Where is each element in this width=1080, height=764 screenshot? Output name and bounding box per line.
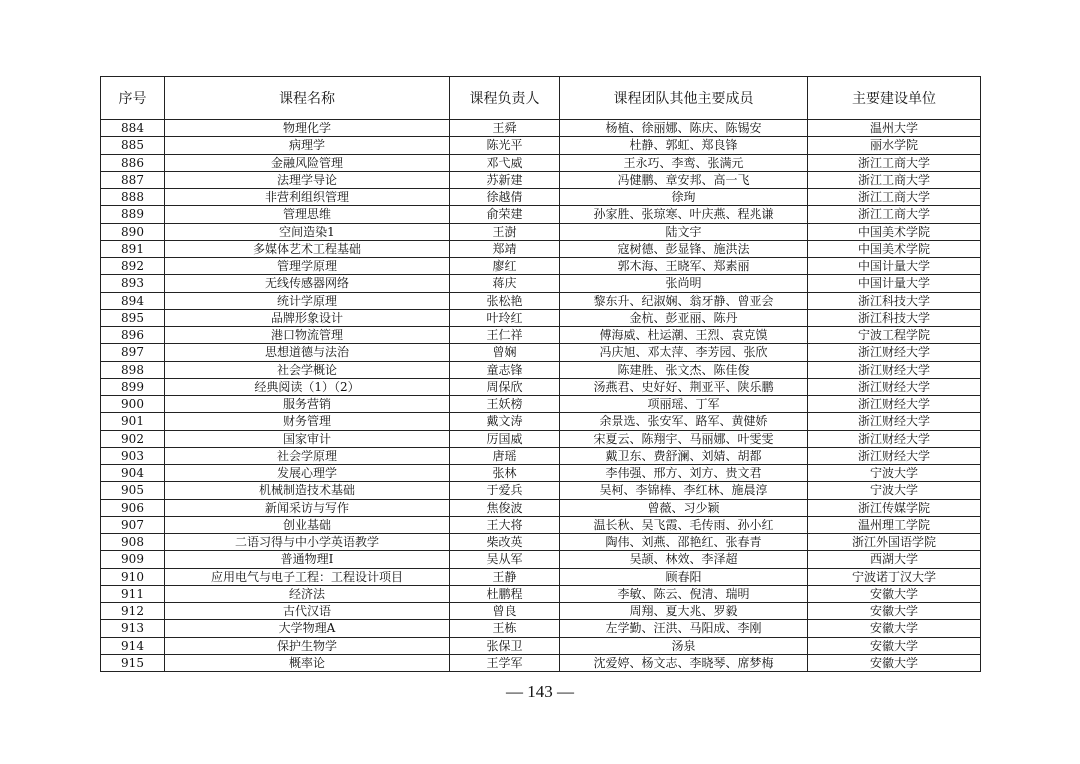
course-name: 新闻采访与写作 xyxy=(165,499,450,516)
table-row xyxy=(101,447,981,464)
course-name: 非营利组织管理 xyxy=(165,189,450,206)
table-row xyxy=(101,361,981,378)
team-members: 陈建胜、张文杰、陈佳俊 xyxy=(560,361,808,378)
row-index: 894 xyxy=(101,292,165,309)
course-lead: 郑靖 xyxy=(450,240,560,257)
course-lead: 王栋 xyxy=(450,620,560,637)
header-course-lead: 课程负责人 xyxy=(450,77,560,120)
row-index: 886 xyxy=(101,154,165,171)
course-name: 物理化学 xyxy=(165,120,450,137)
course-name: 服务营销 xyxy=(165,396,450,413)
institution: 浙江财经大学 xyxy=(808,447,981,464)
table-row xyxy=(101,430,981,447)
team-members: 陆文宇 xyxy=(560,223,808,240)
team-members: 项丽瑶、丁军 xyxy=(560,396,808,413)
team-members: 吴颉、林效、李泽超 xyxy=(560,551,808,568)
row-index: 896 xyxy=(101,327,165,344)
institution: 浙江工商大学 xyxy=(808,154,981,171)
table-row xyxy=(101,292,981,309)
course-name: 保护生物学 xyxy=(165,637,450,654)
course-name: 社会学原理 xyxy=(165,447,450,464)
course-lead: 蒋庆 xyxy=(450,275,560,292)
table-row xyxy=(101,223,981,240)
course-lead: 童志锋 xyxy=(450,361,560,378)
table-row xyxy=(101,206,981,223)
table-body xyxy=(101,120,981,672)
course-name: 思想道德与法治 xyxy=(165,344,450,361)
institution: 中国计量大学 xyxy=(808,275,981,292)
row-index: 903 xyxy=(101,447,165,464)
course-lead: 张林 xyxy=(450,465,560,482)
team-members: 陶伟、刘燕、邵艳红、张春青 xyxy=(560,534,808,551)
team-members: 郭木海、王晓军、郑素丽 xyxy=(560,258,808,275)
course-lead: 曾良 xyxy=(450,603,560,620)
team-members: 王永巧、李鸾、张满元 xyxy=(560,154,808,171)
course-name: 概率论 xyxy=(165,654,450,671)
institution: 中国美术学院 xyxy=(808,240,981,257)
course-lead: 厉国威 xyxy=(450,430,560,447)
course-name: 社会学概论 xyxy=(165,361,450,378)
row-index: 890 xyxy=(101,223,165,240)
table-row xyxy=(101,189,981,206)
course-lead: 曾娴 xyxy=(450,344,560,361)
row-index: 905 xyxy=(101,482,165,499)
table-row xyxy=(101,137,981,154)
course-lead: 张松艳 xyxy=(450,292,560,309)
course-lead: 廖红 xyxy=(450,258,560,275)
course-name: 管理思维 xyxy=(165,206,450,223)
course-name: 品牌形象设计 xyxy=(165,309,450,326)
course-lead: 王妖榜 xyxy=(450,396,560,413)
row-index: 884 xyxy=(101,120,165,137)
row-index: 911 xyxy=(101,585,165,602)
course-lead: 俞荣建 xyxy=(450,206,560,223)
course-name: 空间造染1 xyxy=(165,223,450,240)
row-index: 915 xyxy=(101,654,165,671)
course-name: 统计学原理 xyxy=(165,292,450,309)
team-members: 曾薇、习少颖 xyxy=(560,499,808,516)
institution: 浙江财经大学 xyxy=(808,396,981,413)
course-lead: 周保欣 xyxy=(450,378,560,395)
row-index: 907 xyxy=(101,516,165,533)
row-index: 904 xyxy=(101,465,165,482)
table-header-row xyxy=(101,77,981,120)
table-row xyxy=(101,344,981,361)
institution: 浙江财经大学 xyxy=(808,378,981,395)
institution: 安徽大学 xyxy=(808,654,981,671)
course-name: 无线传感器网络 xyxy=(165,275,450,292)
team-members: 汤泉 xyxy=(560,637,808,654)
institution: 温州大学 xyxy=(808,120,981,137)
institution: 温州理工学院 xyxy=(808,516,981,533)
team-members: 杜静、郭虹、郑良锋 xyxy=(560,137,808,154)
course-name: 管理学原理 xyxy=(165,258,450,275)
row-index: 888 xyxy=(101,189,165,206)
row-index: 897 xyxy=(101,344,165,361)
row-index: 891 xyxy=(101,240,165,257)
course-lead: 焦俊波 xyxy=(450,499,560,516)
institution: 浙江传媒学院 xyxy=(808,499,981,516)
team-members: 左学勤、汪洪、马阳成、李刚 xyxy=(560,620,808,637)
row-index: 898 xyxy=(101,361,165,378)
table-row xyxy=(101,620,981,637)
row-index: 887 xyxy=(101,171,165,188)
course-lead: 陈光平 xyxy=(450,137,560,154)
table-row xyxy=(101,499,981,516)
table-row xyxy=(101,516,981,533)
institution: 中国计量大学 xyxy=(808,258,981,275)
institution: 宁波大学 xyxy=(808,482,981,499)
team-members: 温长秋、吴飞霞、毛传雨、孙小红 xyxy=(560,516,808,533)
team-members: 汤燕君、史好好、荆亚平、陕乐鹏 xyxy=(560,378,808,395)
course-name: 港口物流管理 xyxy=(165,327,450,344)
table-row xyxy=(101,654,981,671)
course-lead: 王静 xyxy=(450,568,560,585)
table-row xyxy=(101,171,981,188)
table-row xyxy=(101,413,981,430)
row-index: 913 xyxy=(101,620,165,637)
course-name: 创业基础 xyxy=(165,516,450,533)
institution: 安徽大学 xyxy=(808,585,981,602)
table-row xyxy=(101,568,981,585)
row-index: 893 xyxy=(101,275,165,292)
table-row xyxy=(101,465,981,482)
row-index: 895 xyxy=(101,309,165,326)
row-index: 899 xyxy=(101,378,165,395)
course-lead: 叶玲红 xyxy=(450,309,560,326)
row-index: 909 xyxy=(101,551,165,568)
table-row xyxy=(101,275,981,292)
course-name: 病理学 xyxy=(165,137,450,154)
table-row xyxy=(101,551,981,568)
course-lead: 徐越倩 xyxy=(450,189,560,206)
team-members: 李伟强、邢方、刘方、贵文君 xyxy=(560,465,808,482)
row-index: 908 xyxy=(101,534,165,551)
team-members: 孙家胜、张琼寒、叶庆燕、程兆谦 xyxy=(560,206,808,223)
team-members: 李敏、陈云、倪清、瑞明 xyxy=(560,585,808,602)
institution: 丽水学院 xyxy=(808,137,981,154)
course-lead: 王澍 xyxy=(450,223,560,240)
header-institution: 主要建设单位 xyxy=(808,77,981,120)
table-row xyxy=(101,482,981,499)
course-lead: 张保卫 xyxy=(450,637,560,654)
institution: 浙江科技大学 xyxy=(808,309,981,326)
team-members: 冯健鹏、章安邦、高一飞 xyxy=(560,171,808,188)
course-name: 经济法 xyxy=(165,585,450,602)
table-row xyxy=(101,603,981,620)
header-course-name: 课程名称 xyxy=(165,77,450,120)
table-row xyxy=(101,309,981,326)
course-lead: 杜鹏程 xyxy=(450,585,560,602)
team-members: 张尚明 xyxy=(560,275,808,292)
institution: 浙江工商大学 xyxy=(808,206,981,223)
team-members: 冯庆旭、邓太萍、李芳园、张欣 xyxy=(560,344,808,361)
header-team-members: 课程团队其他主要成员 xyxy=(560,77,808,120)
team-members: 杨植、徐丽娜、陈庆、陈锡安 xyxy=(560,120,808,137)
team-members: 黎东升、纪淑娴、翁牙静、曾亚会 xyxy=(560,292,808,309)
course-lead: 柴改英 xyxy=(450,534,560,551)
institution: 西湖大学 xyxy=(808,551,981,568)
team-members: 沈爱婷、杨文志、李晓琴、席梦梅 xyxy=(560,654,808,671)
course-name: 财务管理 xyxy=(165,413,450,430)
row-index: 900 xyxy=(101,396,165,413)
table-row xyxy=(101,396,981,413)
row-index: 914 xyxy=(101,637,165,654)
header-index: 序号 xyxy=(101,77,165,120)
course-lead: 邓弋威 xyxy=(450,154,560,171)
team-members: 金杭、彭亚丽、陈丹 xyxy=(560,309,808,326)
table-row xyxy=(101,154,981,171)
row-index: 889 xyxy=(101,206,165,223)
table-row xyxy=(101,378,981,395)
course-lead: 王舜 xyxy=(450,120,560,137)
course-name: 多媒体艺术工程基础 xyxy=(165,240,450,257)
course-lead: 王仁祥 xyxy=(450,327,560,344)
team-members: 戴卫东、费舒澜、刘婧、胡都 xyxy=(560,447,808,464)
institution: 宁波诺丁汉大学 xyxy=(808,568,981,585)
institution: 浙江外国语学院 xyxy=(808,534,981,551)
row-index: 910 xyxy=(101,568,165,585)
institution: 安徽大学 xyxy=(808,620,981,637)
course-lead: 苏新建 xyxy=(450,171,560,188)
team-members: 余景选、张安军、路军、黄健娇 xyxy=(560,413,808,430)
table-row xyxy=(101,240,981,257)
team-members: 傅海威、杜运潮、王烈、袁克馍 xyxy=(560,327,808,344)
course-name: 金融风险管理 xyxy=(165,154,450,171)
table-row xyxy=(101,327,981,344)
row-index: 902 xyxy=(101,430,165,447)
row-index: 912 xyxy=(101,603,165,620)
institution: 浙江工商大学 xyxy=(808,171,981,188)
course-lead: 戴文涛 xyxy=(450,413,560,430)
institution: 安徽大学 xyxy=(808,637,981,654)
team-members: 徐珣 xyxy=(560,189,808,206)
course-name: 法理学导论 xyxy=(165,171,450,188)
row-index: 885 xyxy=(101,137,165,154)
institution: 浙江财经大学 xyxy=(808,344,981,361)
course-name: 二语习得与中小学英语教学 xyxy=(165,534,450,551)
team-members: 顾春阳 xyxy=(560,568,808,585)
course-lead: 王大将 xyxy=(450,516,560,533)
course-name: 国家审计 xyxy=(165,430,450,447)
course-lead: 唐瑶 xyxy=(450,447,560,464)
institution: 浙江财经大学 xyxy=(808,413,981,430)
institution: 宁波大学 xyxy=(808,465,981,482)
table-row xyxy=(101,637,981,654)
course-name: 古代汉语 xyxy=(165,603,450,620)
institution: 浙江财经大学 xyxy=(808,430,981,447)
institution: 浙江财经大学 xyxy=(808,361,981,378)
course-name: 应用电气与电子工程：工程设计项目 xyxy=(165,568,450,585)
table-row xyxy=(101,534,981,551)
page-number: — 143 — xyxy=(506,682,574,701)
course-name: 经典阅读（1）（2） xyxy=(165,378,450,395)
team-members: 宋夏云、陈翔宇、马丽娜、叶雯雯 xyxy=(560,430,808,447)
row-index: 906 xyxy=(101,499,165,516)
course-table xyxy=(100,76,981,672)
team-members: 周翔、夏大兆、罗毅 xyxy=(560,603,808,620)
course-name: 大学物理A xyxy=(165,620,450,637)
course-name: 机械制造技术基础 xyxy=(165,482,450,499)
table-row xyxy=(101,585,981,602)
team-members: 寇树德、彭显锋、施洪法 xyxy=(560,240,808,257)
institution: 宁波工程学院 xyxy=(808,327,981,344)
course-lead: 吴从军 xyxy=(450,551,560,568)
team-members: 吴柯、李锦棒、李红林、施晨淳 xyxy=(560,482,808,499)
institution: 浙江科技大学 xyxy=(808,292,981,309)
course-lead: 王学军 xyxy=(450,654,560,671)
course-name: 普通物理Ⅰ xyxy=(165,551,450,568)
institution: 安徽大学 xyxy=(808,603,981,620)
institution: 中国美术学院 xyxy=(808,223,981,240)
institution: 浙江工商大学 xyxy=(808,189,981,206)
table-row xyxy=(101,120,981,137)
course-name: 发展心理学 xyxy=(165,465,450,482)
course-lead: 于爱兵 xyxy=(450,482,560,499)
row-index: 901 xyxy=(101,413,165,430)
row-index: 892 xyxy=(101,258,165,275)
table-row xyxy=(101,258,981,275)
